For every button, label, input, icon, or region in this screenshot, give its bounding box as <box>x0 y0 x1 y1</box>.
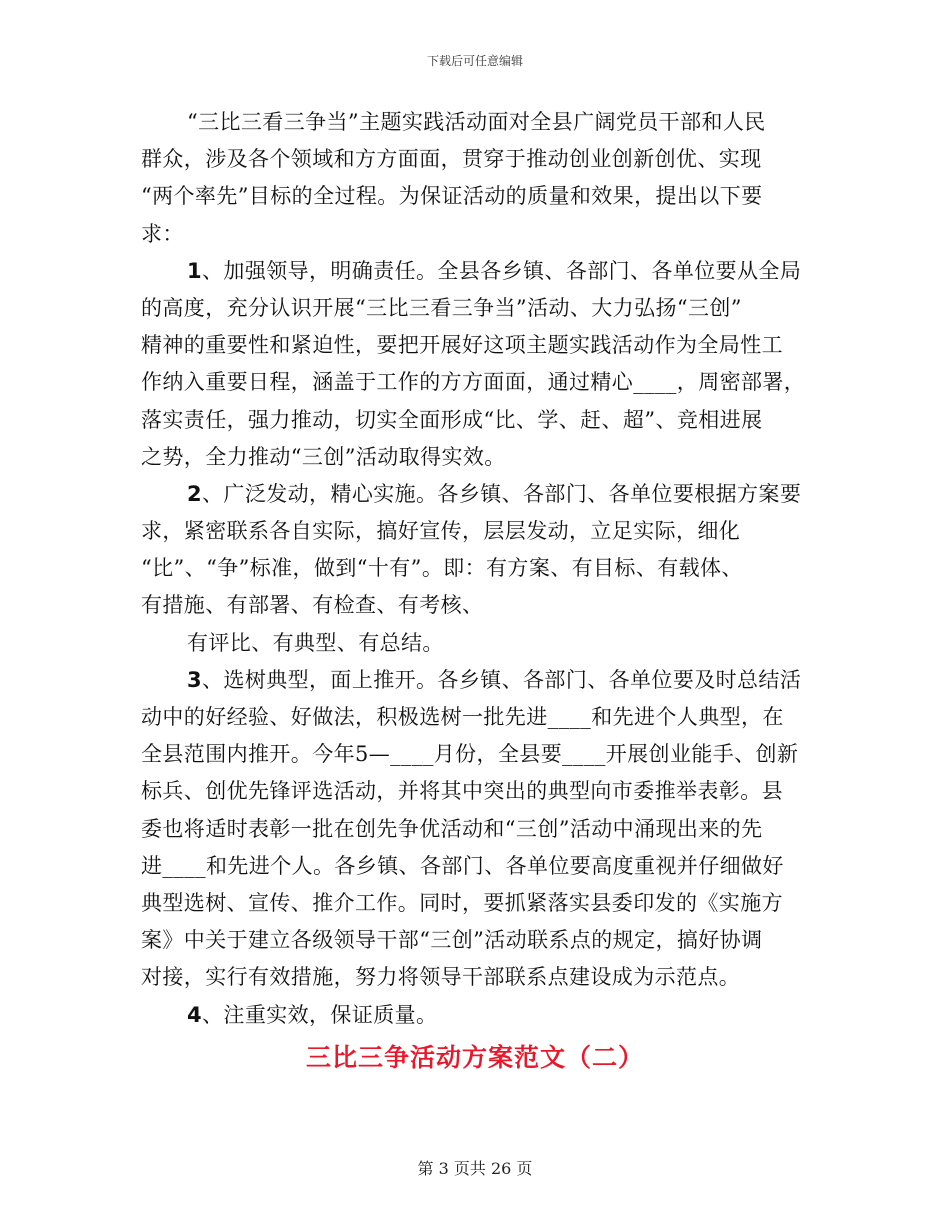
text-line: 、选树典型，面上推开。各乡镇、各部门、各单位要及时总结活 <box>202 667 802 692</box>
text-line: 群众，涉及各个领域和方方面面，贯穿于推动创业创新创优、实现 <box>141 147 762 172</box>
text-line: 求： <box>141 221 184 246</box>
document-body <box>141 104 821 1034</box>
text-line: 典型选树、宣传、推介工作。同时，要抓紧落实县委印发的《实施方 <box>141 890 783 915</box>
list-item-2 <box>141 476 821 513</box>
text-line: 之势，全力推动“三创”活动取得实效。 <box>141 444 506 469</box>
page-header: 下载后可任意编辑 <box>426 54 523 68</box>
text-line: 的高度，充分认识开展“三比三看三争当”活动、大力弘扬“三创” <box>141 295 742 320</box>
text-line: “两个率先”目标的全过程。为保证活动的质量和效果，提出以下要 <box>141 184 763 209</box>
text-line: 作纳入重要日程，涵盖于工作的方方面面，通过精心____，周密部署， <box>141 370 806 395</box>
text-line: “比”、“争”标准，做到“十有”。即：有方案、有目标、有载体、 <box>141 556 743 581</box>
text-line: 委也将适时表彰一批在创先争优活动和“三创”活动中涌现出来的先 <box>141 816 763 841</box>
text-line: 案》中关于建立各级领导干部“三创”活动联系点的规定，搞好协调 <box>141 928 763 953</box>
text-line: 动中的好经验、好做法，积极选树一批先进____和先进个人典型，在 <box>141 705 784 729</box>
page-footer: 第 3 页共 26 页 <box>417 1159 533 1178</box>
section-title: 三比三争活动方案范文（二） <box>305 1043 644 1072</box>
text-line: 精神的重要性和紧迫性，要把开展好这项主题实践活动作为全局性工 <box>141 333 783 358</box>
item-number: 2 <box>187 481 203 506</box>
text-line: “三比三看三争当”主题实践活动面对全县广阔党员干部和人民 <box>187 110 766 134</box>
text-line: 全县范围内推开。今年5—____月份，全县要____开展创业能手、创新 <box>141 742 799 767</box>
text-line: 有措施、有部署、有检查、有考核、 <box>141 593 484 618</box>
text-line: 、加强领导，明确责任。全县各乡镇、各部门、各单位要从全局 <box>202 258 802 283</box>
text-line: 落实责任，强力推动，切实全面形成“比、学、赶、超”、竞相进展 <box>141 407 763 432</box>
item-number: 4 <box>187 1002 203 1027</box>
text-line: 求，紧密联系各自实际，搞好宣传，层层发动，立足实际，细化 <box>141 519 741 544</box>
list-item-4 <box>141 997 821 1034</box>
text-line: 、注重实效，保证质量。 <box>202 1002 438 1027</box>
item-number: 1 <box>187 258 203 283</box>
list-item-1 <box>141 253 821 290</box>
item-number: 3 <box>187 667 203 692</box>
text-line: 、广泛发动，精心实施。各乡镇、各部门、各单位要根据方案要 <box>202 481 802 506</box>
text-line: 有评比、有典型、有总结。 <box>187 630 444 655</box>
text-line: 对接，实行有效措施，努力将领导干部联系点建设成为示范点。 <box>141 965 741 990</box>
text-line: 标兵、创优先锋评选活动，并将其中突出的典型向市委推举表彰。县 <box>141 779 783 804</box>
text-line: 进____和先进个人。各乡镇、各部门、各单位要高度重视并仔细做好 <box>141 853 784 878</box>
list-item-3 <box>141 662 821 699</box>
